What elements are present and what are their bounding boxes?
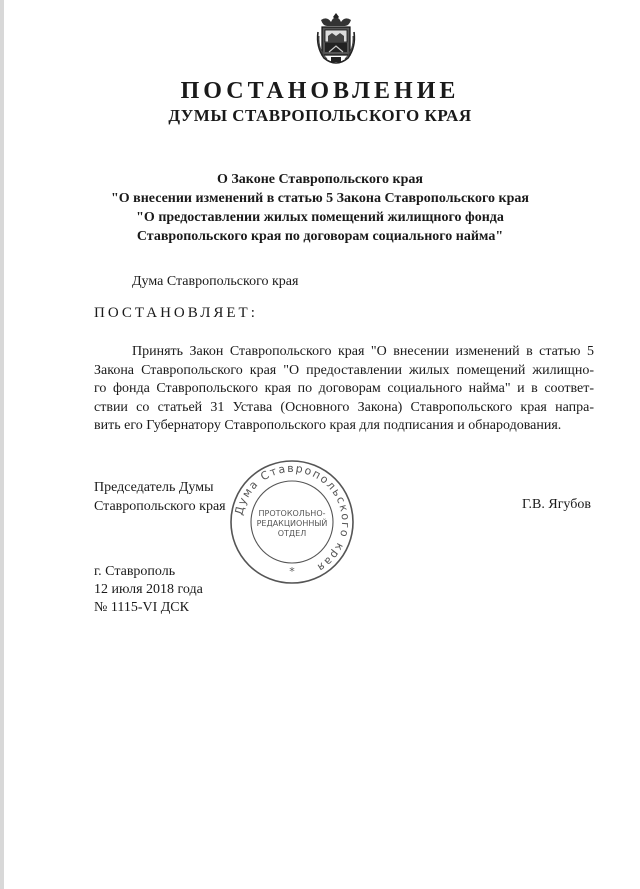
stamp-center-line: ПРОТОКОЛЬНО- [258, 509, 326, 518]
stamp-star: * [289, 565, 295, 578]
body-line: вить его Губернатору Ставропольского края для подписания и обнародования. [94, 418, 562, 434]
stamp-center-line: ОТДЕЛ [277, 529, 307, 538]
preamble: Дума Ставропольского края [132, 274, 299, 289]
coat-of-arms-emblem [315, 12, 357, 64]
issue-city: г. Ставрополь [94, 564, 176, 579]
scan-edge [0, 0, 4, 889]
issue-date: 12 июля 2018 года [94, 582, 203, 597]
body-line: Закона Ставропольского края "О предоставлении жилых помещений жилищно- [94, 362, 594, 378]
subject-line: "О предоставлении жилых помещений жилищного фонда [136, 210, 504, 225]
document-number: № 1115-VI ДСК [94, 600, 189, 615]
signatory-position [94, 478, 226, 516]
document-issuer: ДУМЫ СТАВРОПОЛЬСКОГО КРАЯ [168, 106, 472, 125]
stamp-ring-text: Дума Ставропольского края [232, 461, 353, 575]
stamp-center-line: РЕДАКЦИОННЫЙ [256, 519, 328, 528]
official-stamp [228, 458, 356, 586]
document-subject [0, 170, 640, 246]
document-footer [94, 563, 203, 617]
body-line: Принять Закон Ставропольского края "О внесении изменений в статью 5 [132, 344, 594, 359]
body-line: го фонда Ставропольского края по договорам социального найма" и в соответ- [94, 381, 594, 397]
document-title: ПОСТАНОВЛЕНИЕ [180, 78, 460, 104]
position-line: Ставропольского края [94, 499, 226, 514]
resolution-body [94, 343, 594, 436]
signatory-name: Г.В. Ягубов [522, 497, 591, 512]
resolves-heading: ПОСТАНОВЛЯЕТ: [94, 305, 258, 321]
subject-line: Ставропольского края по договорам социального найма" [136, 229, 504, 244]
body-line: ствии со статьей 31 Устава (Основного Закона) Ставропольского края напра- [94, 399, 594, 415]
position-line: Председатель Думы [94, 480, 214, 495]
subject-line: О Законе Ставропольского края [217, 172, 423, 187]
subject-line: "О внесении изменений в статью 5 Закона Ставропольского края [111, 191, 529, 206]
